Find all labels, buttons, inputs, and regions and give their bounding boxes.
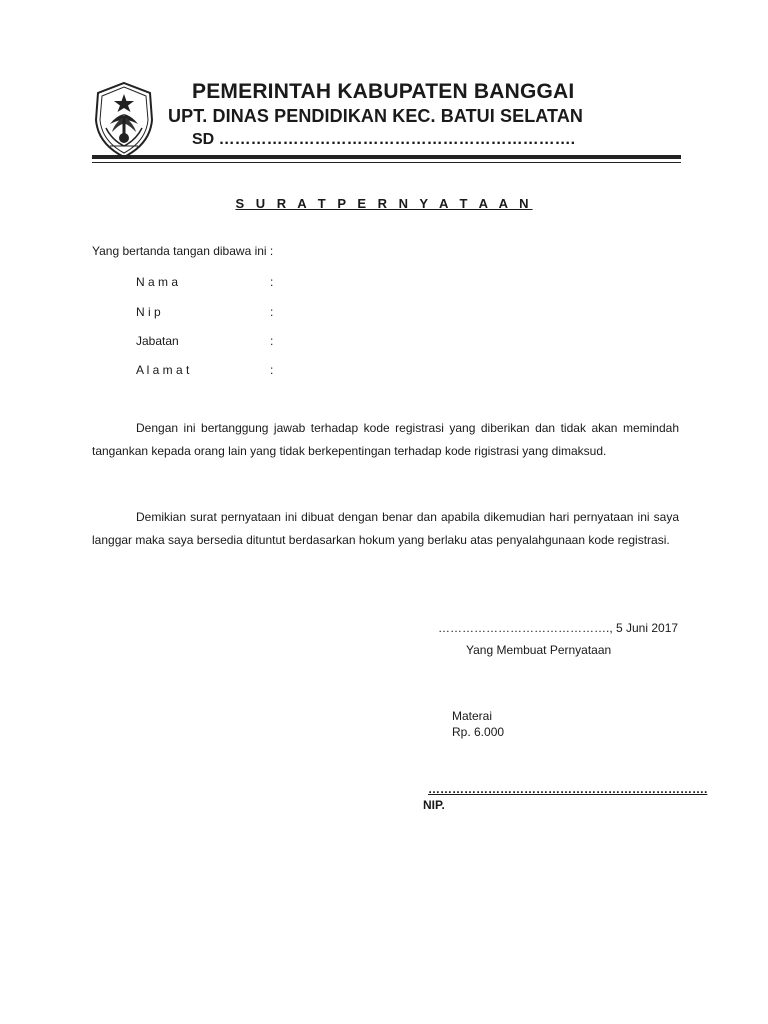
field-colon-alamat: :: [270, 363, 274, 377]
stamp-amount: Rp. 6.000: [452, 725, 505, 739]
signature-role: Yang Membuat Pernyataan: [466, 643, 612, 657]
stamp-label: Materai: [452, 709, 493, 723]
intro-text: Yang bertanda tangan dibawa ini :: [92, 244, 274, 258]
document-title-text: S U R A T P E R N Y A T A A N: [235, 196, 533, 211]
document-title: [0, 196, 768, 211]
header-department-title: UPT. DINAS PENDIDIKAN KEC. BATUI SELATAN: [168, 106, 584, 126]
field-colon-nama: :: [270, 275, 274, 289]
header-divider-thick: [92, 155, 681, 159]
header-divider-thin: [92, 162, 681, 163]
field-colon-jabatan: :: [270, 334, 274, 348]
field-colon-nip: :: [270, 305, 274, 319]
signature-name-line: …………………………………………………………….: [428, 782, 708, 796]
header-school-line: SD ………………………………………………………….: [192, 131, 576, 148]
field-label-nip: N i p: [136, 305, 161, 319]
field-label-jabatan: Jabatan: [136, 334, 179, 348]
field-label-nama: N a m a: [136, 275, 179, 289]
signature-nip: NIP.: [423, 798, 445, 812]
field-label-alamat: A l a m a t: [136, 363, 190, 377]
regency-emblem-icon: [92, 80, 156, 160]
paragraph-closing: Demikian surat pernyataan ini dibuat dengan benar dan apabila dikemudian hari pernyataan ini saya langgar maka saya bersedia dituntut berdasarkan hokum yang berlaku atas penyalahgunaan kode registrasi.: [92, 510, 679, 547]
signature-place-date: ……………………………………., 5 Juni 2017: [438, 621, 679, 635]
header-agency-title: PEMERINTAH KABUPATEN BANGGAI: [192, 80, 575, 103]
paragraph-responsibility: Dengan ini bertanggung jawab terhadap kode registrasi yang diberikan dan tidak akan memindah tangankan kepada orang lain yang tidak berkepentingan terhadap kode rigistrasi yang dimaksud.: [92, 421, 679, 458]
